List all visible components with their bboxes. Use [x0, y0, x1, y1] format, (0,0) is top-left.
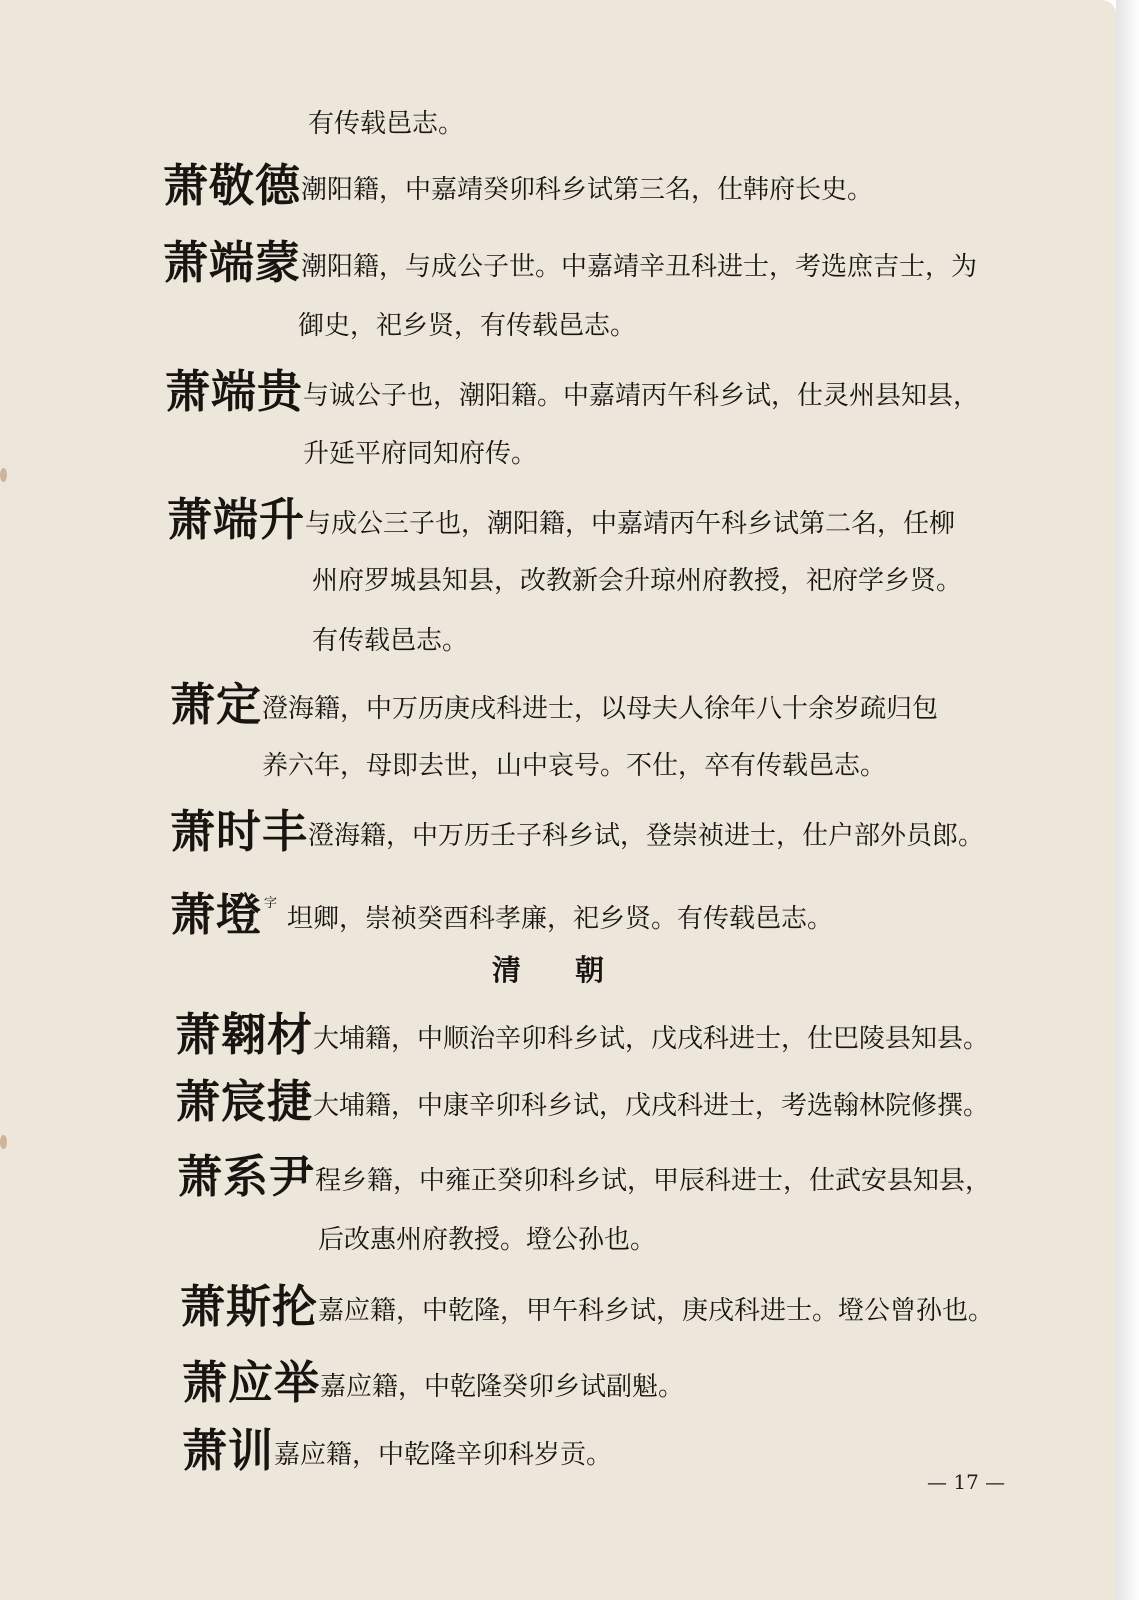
person-name: 萧应举	[182, 1356, 321, 1409]
entry-text: 大埔籍，中顺治辛卯科乡试，戊戌科进士，仕巴陵县知县。	[313, 1024, 990, 1054]
entry-text: 御史，祀乡贤，有传载邑志。	[298, 311, 637, 341]
entry-text: 嘉应籍，中乾隆，甲午科乡试，庚戌科进士。墱公曾孙也。	[318, 1296, 995, 1326]
entry-continuation	[312, 564, 962, 598]
entry-line	[167, 493, 956, 546]
person-name: 萧端升	[167, 493, 306, 546]
entry-line	[163, 236, 978, 289]
person-name: 萧训	[182, 1424, 275, 1477]
entry-line	[177, 1150, 992, 1203]
entry-line	[170, 678, 939, 731]
entry-continuation	[318, 1223, 656, 1257]
entry-text: 程乡籍，中雍正癸卯科乡试，甲辰科进士，仕武安县知县，	[315, 1166, 992, 1196]
name-annotation: 字	[264, 896, 278, 911]
person-name: 萧宸捷	[175, 1075, 314, 1128]
entry-line	[175, 1075, 990, 1128]
entry-text: 潮阳籍，与成公子世。中嘉靖辛丑科进士，考选庶吉士，为	[301, 252, 978, 282]
entry-line	[170, 887, 834, 941]
entry-text: 后改惠州府教授。墱公孙也。	[318, 1225, 657, 1255]
entry-text: 有传载邑志。	[308, 109, 465, 139]
person-name: 萧端蒙	[163, 236, 302, 289]
entry-text: 潮阳籍，中嘉靖癸卯科乡试第三名，仕韩府长史。	[301, 175, 874, 205]
entry-line	[170, 805, 985, 858]
entry-continuation	[312, 624, 468, 658]
person-name: 萧系尹	[177, 1150, 316, 1203]
person-name: 萧定	[170, 678, 263, 731]
entry-continuation	[303, 437, 537, 471]
section-heading: 清朝	[492, 953, 659, 987]
entry-text: 养六年，母即去世，山中哀号。不仕，卒有传载邑志。	[262, 751, 887, 781]
entry-text: 嘉应籍，中乾隆癸卯乡试副魁。	[320, 1372, 685, 1402]
page-number: — 17 —	[927, 1470, 1006, 1494]
entry-text: 与成公三子也，潮阳籍，中嘉靖丙午科乡试第二名，任柳	[305, 509, 956, 539]
entry-text: 嘉应籍，中乾隆辛卯科岁贡。	[274, 1440, 613, 1470]
entry-text: 升延平府同知府传。	[303, 439, 538, 469]
entry-line	[180, 1280, 995, 1333]
entry-continuation	[298, 309, 636, 343]
paper-stain	[0, 468, 7, 482]
entry-text: 大埔籍，中康辛卯科乡试，戊戌科进士，考选翰林院修撰。	[313, 1091, 990, 1121]
entry-line	[163, 159, 874, 212]
entry-continuation	[262, 749, 886, 783]
entry-line	[175, 1008, 990, 1061]
entry-line	[182, 1424, 613, 1477]
person-name: 萧端贵	[165, 365, 304, 418]
entry-text: 澄海籍，中万历庚戌科进士，以母夫人徐年八十余岁疏归包	[262, 694, 939, 724]
person-name: 萧敬德	[163, 159, 302, 212]
continuation-line	[308, 107, 464, 141]
paper-stain	[0, 1135, 7, 1149]
entry-text: 澄海籍，中万历壬子科乡试，登崇祯进士，仕户部外员郎。	[308, 821, 985, 851]
person-name: 萧时丰	[170, 805, 309, 858]
entry-text: 有传载邑志。	[312, 626, 469, 656]
person-name: 萧斯抡	[180, 1280, 319, 1333]
entry-text: 与诚公子也，潮阳籍。中嘉靖丙午科乡试，仕灵州县知县，	[303, 381, 980, 411]
entry-line	[182, 1356, 685, 1409]
page-edge	[1116, 0, 1139, 1600]
entry-line	[165, 365, 980, 418]
person-name: 萧翱材	[175, 1008, 314, 1061]
entry-text: 坦卿，崇祯癸酉科孝廉，祀乡贤。有传载邑志。	[287, 904, 834, 934]
entry-text: 州府罗城县知县，改教新会升琼州府教授，祀府学乡贤。	[312, 566, 963, 596]
person-name: 萧墱	[170, 888, 263, 941]
